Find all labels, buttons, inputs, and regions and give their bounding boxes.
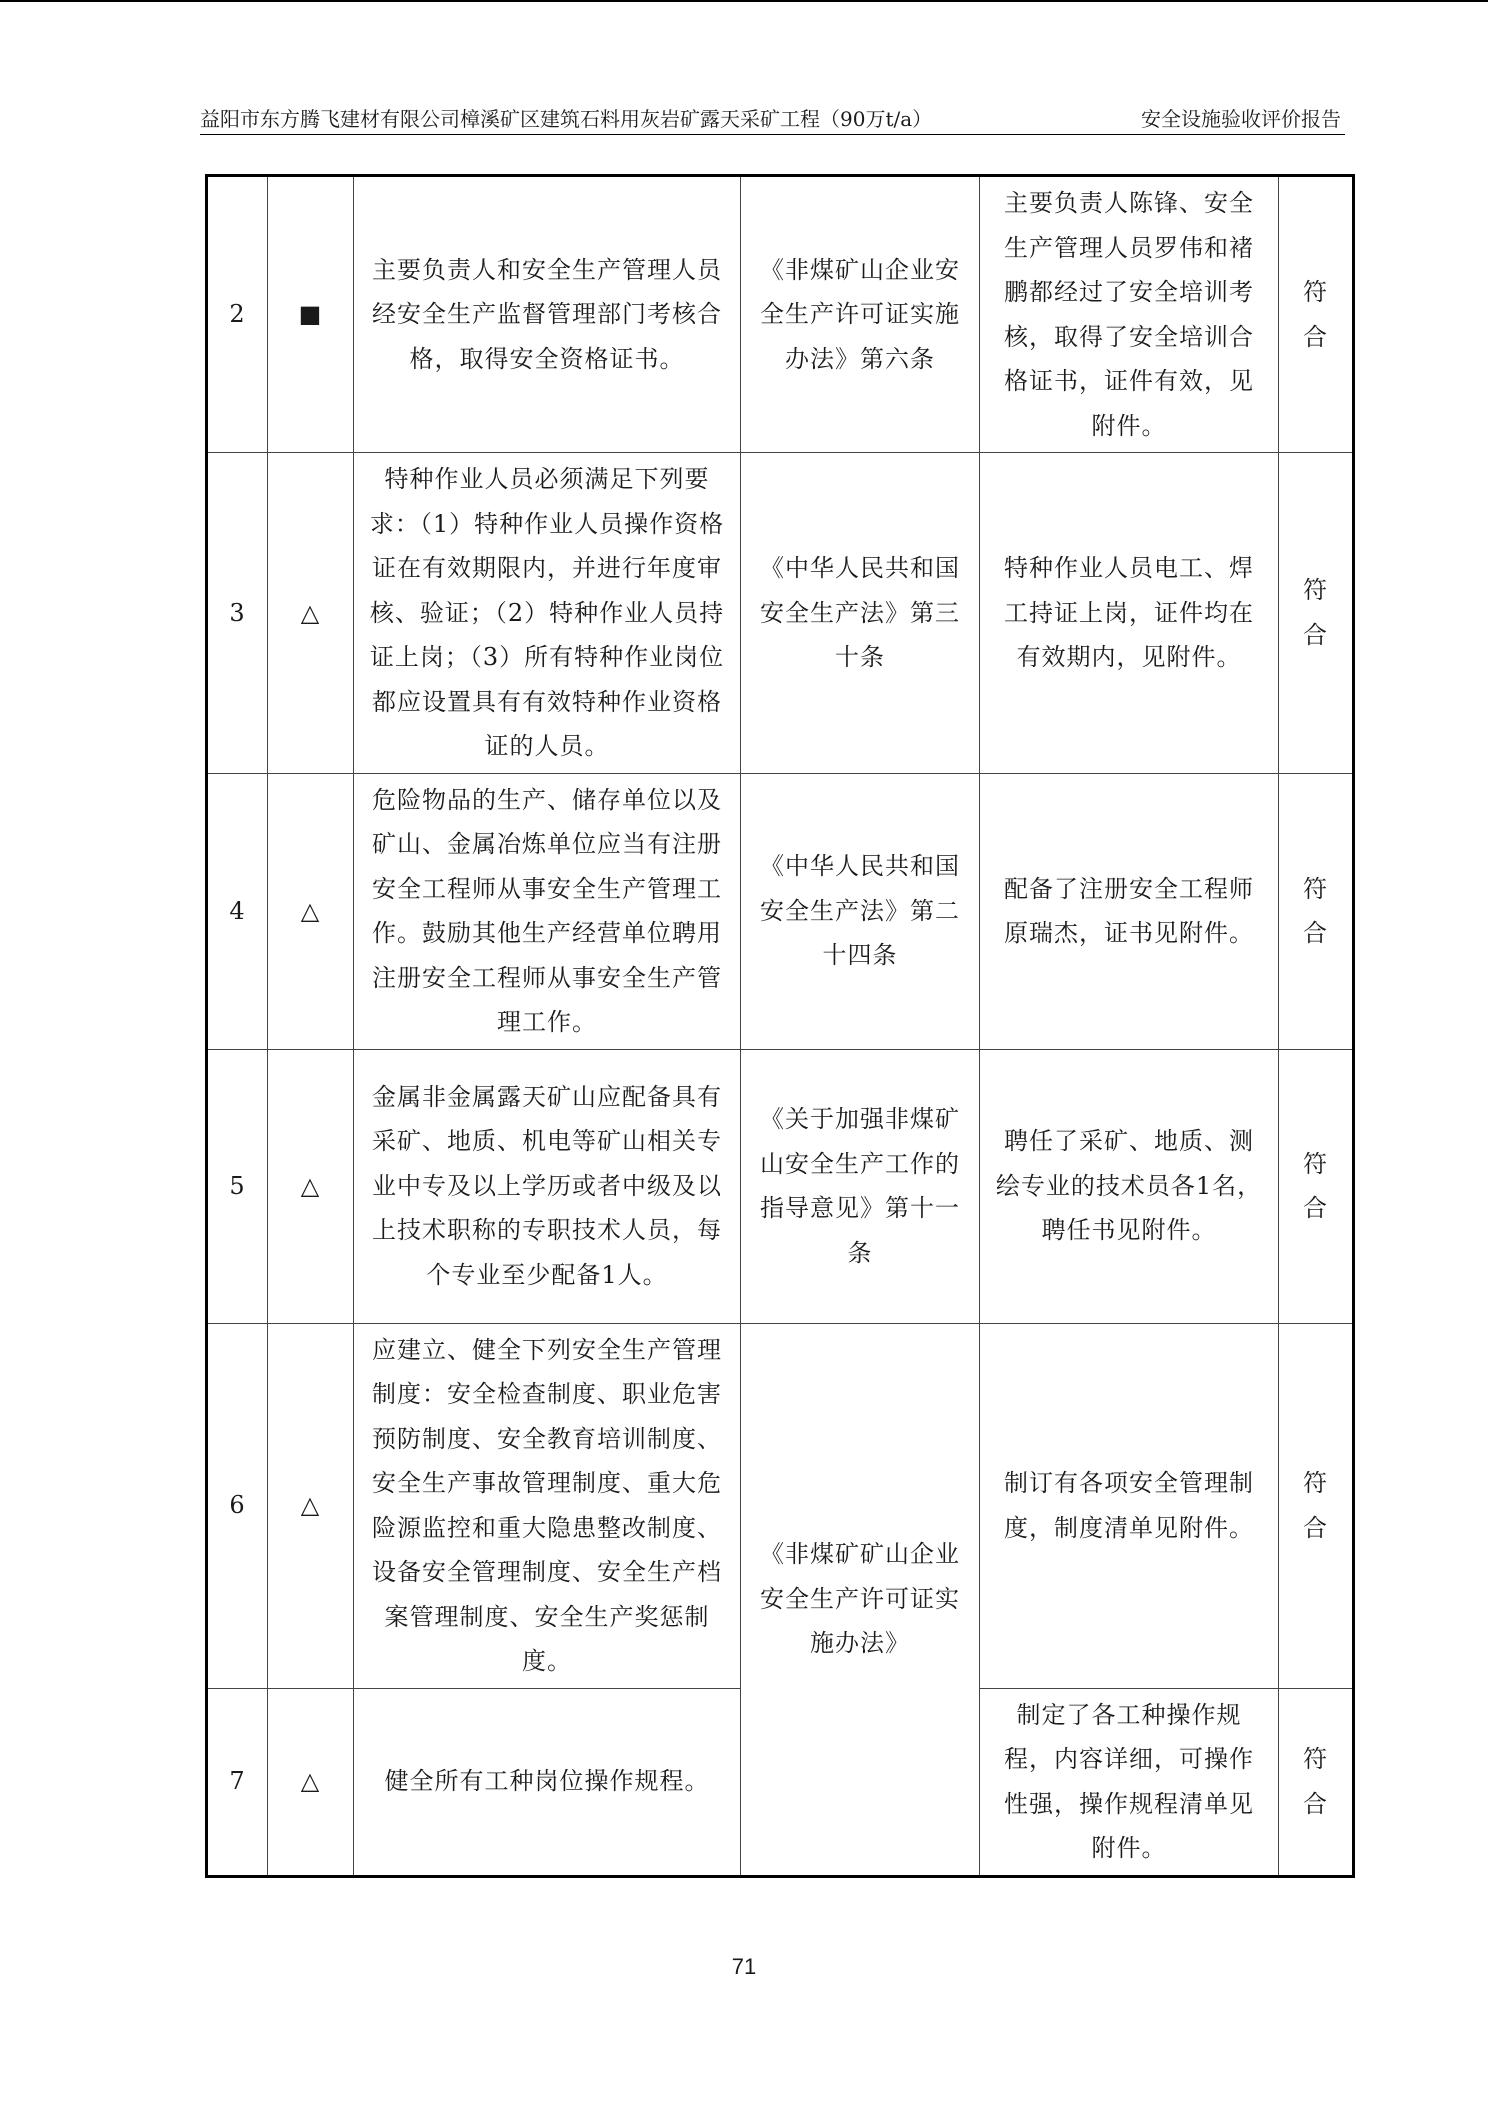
row-result: 聘任了采矿、地质、测绘专业的技术员各1名，聘任书见附件。	[980, 1049, 1279, 1323]
row-basis: 《非煤矿矿山企业安全生产许可证实施办法》	[741, 1323, 980, 1876]
row-number: 7	[207, 1688, 268, 1876]
row-symbol: △	[268, 453, 354, 774]
row-requirement: 应建立、健全下列安全生产管理制度：安全检查制度、职业危害预防制度、安全教育培训制度、安全生产事故管理制度、重大危险源监控和重大隐患整改制度、设备安全管理制度、安全生产档案管理制度、安全生产奖惩制度。	[354, 1323, 741, 1688]
row-symbol: △	[268, 1323, 354, 1688]
page-number: 71	[731, 1954, 757, 1979]
row-basis: 《中华人民共和国安全生产法》第二十四条	[741, 773, 980, 1049]
row-result: 配备了注册安全工程师原瑞杰，证书见附件。	[980, 773, 1279, 1049]
row-number: 3	[207, 453, 268, 774]
row-number: 6	[207, 1323, 268, 1688]
page-header	[200, 104, 1345, 135]
row-conclusion: 符合	[1279, 1323, 1354, 1688]
row-result: 主要负责人陈锋、安全生产管理人员罗伟和褚鹏都经过了安全培训考核，取得了安全培训合格证书，证件有效，见附件。	[980, 176, 1279, 453]
row-result: 特种作业人员电工、焊工持证上岗，证件均在有效期内，见附件。	[980, 453, 1279, 774]
row-symbol: △	[268, 773, 354, 1049]
row-requirement: 主要负责人和安全生产管理人员经安全生产监督管理部门考核合格，取得安全资格证书。	[354, 176, 741, 453]
row-requirement: 危险物品的生产、储存单位以及矿山、金属冶炼单位应当有注册安全工程师从事安全生产管理工作。鼓励其他生产经营单位聘用注册安全工程师从事安全生产管理工作。	[354, 773, 741, 1049]
row-conclusion: 符合	[1279, 1688, 1354, 1876]
top-border-line	[0, 0, 1488, 2]
table-row	[207, 176, 1354, 453]
row-number: 2	[207, 176, 268, 453]
row-requirement: 金属非金属露天矿山应配备具有采矿、地质、机电等矿山相关专业中专及以上学历或者中级及以上技术职称的专职技术人员，每个专业至少配备1人。	[354, 1049, 741, 1323]
row-symbol: ■	[268, 176, 354, 453]
row-requirement: 健全所有工种岗位操作规程。	[354, 1688, 741, 1876]
row-result: 制定了各工种操作规程，内容详细，可操作性强，操作规程清单见附件。	[980, 1688, 1279, 1876]
row-requirement: 特种作业人员必须满足下列要求：（1）特种作业人员操作资格证在有效期限内，并进行年度审核、验证；（2）特种作业人员持证上岗；（3）所有特种作业岗位都应设置具有有效特种作业资格证的人员。	[354, 453, 741, 774]
row-basis: 《非煤矿山企业安全生产许可证实施办法》第六条	[741, 176, 980, 453]
header-project-title: 益阳市东方腾飞建材有限公司樟溪矿区建筑石料用灰岩矿露天采矿工程（90万t/a）	[200, 107, 933, 131]
row-conclusion: 符合	[1279, 1049, 1354, 1323]
table-row	[207, 773, 1354, 1049]
row-number: 4	[207, 773, 268, 1049]
row-number: 5	[207, 1049, 268, 1323]
header-report-title: 安全设施验收评价报告	[1141, 107, 1341, 131]
row-basis: 《关于加强非煤矿山安全生产工作的指导意见》第十一条	[741, 1049, 980, 1323]
row-conclusion: 符合	[1279, 453, 1354, 774]
row-conclusion: 符合	[1279, 773, 1354, 1049]
table-row	[207, 1323, 1354, 1688]
safety-check-table	[205, 174, 1355, 1878]
table-row	[207, 1049, 1354, 1323]
row-symbol: △	[268, 1049, 354, 1323]
row-symbol: △	[268, 1688, 354, 1876]
row-basis: 《中华人民共和国安全生产法》第三十条	[741, 453, 980, 774]
table-row	[207, 453, 1354, 774]
row-conclusion: 符合	[1279, 176, 1354, 453]
row-result: 制订有各项安全管理制度，制度清单见附件。	[980, 1323, 1279, 1688]
